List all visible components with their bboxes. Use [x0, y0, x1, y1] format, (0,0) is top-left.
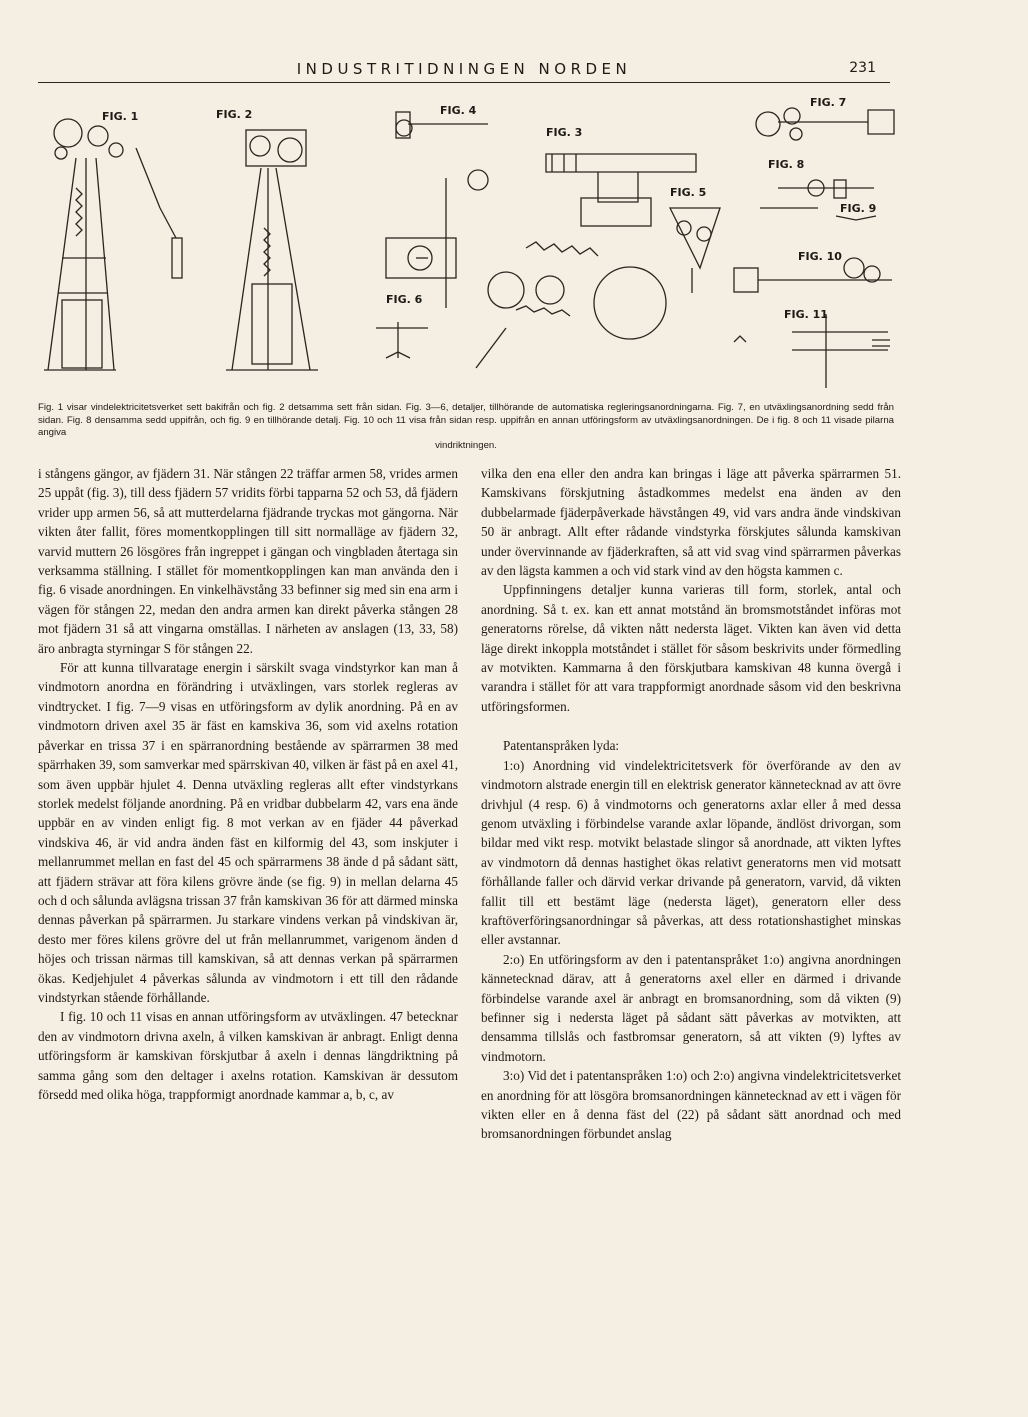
- running-header: [38, 60, 890, 83]
- patent-claim-1: 1:o) Anordning vid vindelektricitetsverk för överförande av den av vindmotorn alstrade energin till en elektrisk generator kännetecknad av att övre drivhjul (4 resp. 6) å vindmotorns och generatorns axlar eller å med dessa genom utväxling i förbindelse varande axlar löpande, ändlöst drivorgan, som bildar med vikt resp. motvikt belastade slingor så anordnade, att vikten lyftes av vindmotorn då dennas hastighet ökas relativt generatorns men vid motsatt förhållande faller och därvid verkar drivande på generatorn, varvid, då vikten fallit till ett bestämt läge (nedersta läget), generatorn eller dess kraftöverföringsanordningar så påverkas, att dess rotationshastighet minskas eller avstannar.: [481, 757, 901, 948]
- fig5-drawing: [670, 208, 720, 293]
- patent-claim-2: 2:o) En utföringsform av den i patentanspråket 1:o) angivna anordningen kännetecknad därav, att å generatorns axel eller en därmed i drivande förbindelse varande axel är anbragt en bromsanordning, som då vikten (9) befinner sig i nedersta läget på sådant sätt påverkas av motvikten, att densamma tillslås och fastbromsar generatorn, så att vikten (9) lyftes av vindmotorn.: [481, 951, 901, 1064]
- fig3-label: FIG. 3: [546, 126, 583, 139]
- caption-text: Fig. 1 visar vindelektricitetsverket sett bakifrån och fig. 2 detsamma sett från sidan. Fig. 3—6, detaljer, tillhörande de automatiska regleringsanordningarna. Fig. 7, en utväxlingsanordning sedd från sidan. Fig. 8 densamma sedd uppifrån, och fig. 9 en tillhörande detalj. Fig. 10 och 11 visa från sidan resp. uppifrån en annan utföringsform av utväxlingsanordningen. De i fig. 8 och 11 visade pilarna angiva: [38, 402, 894, 439]
- paragraph: För att kunna tillvaratage energin i särskilt svaga vindstyrkor kan man å vindmotorn anordna en förändring i utväxlingen, vars storlek regleras av vindtrycket. I fig. 7—9 visas en utföringsform av dylik anordning. På en av vindmotorn driven axel 35 är fäst en kamskiva 36, som vid axelns rotation påverkar en trissa 37 i en spärranordning bestående av spärrarmen 38 med spärrhaken 39, som samverkar med spärrskivan 40, vilken är fäst på en axel 41, som även uppbär hjulet 4. Denna utväxling regleras allt efter vindstyrkans storlek medelst följande anordning. På en vridbar dubbelarm 42, vars ena ände uppbär en av vinden enligt fig. 8 mot verkan av en fjäder 44 påverkad vindskiva 46, är vid andra änden fäst en kilformig del 43, som inskjuter i mellanrummet mellan en fast del 45 och spärrarmens 38 ände d på sådant sätt, att fjädern strävar att föra kilens grövre ände (se fig. 9) in mellan delarna 45 och d och sålunda avlägsna trissan 37 från kamskivan 36 för att därmed minska dennas påverkan på spärrarmen. Ju starkare vindens verkan på vindskivan är, desto mer föres kilens grövre del ut från mellanrummet, varigenom änden d höjes och trissan närmas till kamskivan, så att dennas verkan på spärrarmen ökas. Kedjehjulet 4 påverkas sålunda av vindmotorn i ett till den rådande vindstyrkan stående förhållande.: [38, 660, 458, 1005]
- fig1-drawing: [44, 119, 182, 370]
- fig8-label: FIG. 8: [768, 158, 805, 171]
- paragraph: Uppfinningens detaljer kunna varieras till form, storlek, antal och anordning. Så t. ex. kan ett annat motstånd än bromsmotståndet införas mot generatorns rörelse, då vikten nått nedersta läget. Vikten kan även vid detta läge direkt inkoppla motståndet i stället för såsom beskrivits under förmedling av motvikten. Kammarna å den förskjutbara kamskivan 48 kunna övergå i varandra i stället för att vara trappformigt anordnade såsom vid den beskrivna utföringsformen.: [481, 582, 901, 714]
- fig5-label: FIG. 5: [670, 186, 707, 199]
- caption-last-line: vindriktningen.: [435, 439, 497, 451]
- fig9-label: FIG. 9: [840, 202, 877, 215]
- technical-drawing-plate: [36, 88, 898, 398]
- paragraph: I fig. 10 och 11 visas en annan utföringsform av utväxlingen. 47 betecknar den av vindmotorn drivna axeln, å vilken kamskivan är anbragt. Enligt denna utföringsform är kamskivan förskjutbar å axeln i dennas längdriktning på samma gång som den deltager i axelns rotation. Kamskivan är dessutom försedd med olika höga, trappformigt anordnade kammar a, b, c, av: [38, 1009, 458, 1102]
- fig2-drawing: [226, 130, 318, 370]
- paragraph: i stångens gängor, av fjädern 31. När stången 22 träffar armen 58, vrides armen 25 uppåt (fig. 3), till dess fjädern 57 vridits förbi tapparna 52 och 53, då fjädern vrider upp armen 56, så att mutterdelarna fjädrande tryckas mot gängorna. När vikten åter fallit, föres momentkopplingen till sitt normalläge av fjädern 32, varvid muttern 26 lösgöres från ingreppet i gängan och vingbladen återtaga sin verksamma ställning. I stället för momentkopplingen kan man använda den i fig. 6 visade anordningen. En vinkelhävstång 33 befinner sig med sin ena arm i vägen för stången 22, medan den andra armen kan direkt påverka stången 28 mot fjädern 31 så att vingarna omställas. I närheten av anslagen (13, 33, 58) äro anbragta styrningar S för stången 22.: [38, 466, 458, 656]
- claims-heading: Patentanspråken lyda:: [503, 738, 620, 754]
- page-number: 231: [849, 60, 876, 76]
- left-text-column: [38, 464, 458, 1104]
- fig10-fig11-drawing: [734, 258, 892, 388]
- fig2-label: FIG. 2: [216, 108, 253, 121]
- fig10-label: FIG. 10: [798, 250, 842, 263]
- figure-caption: [38, 402, 894, 452]
- fig6-label: FIG. 6: [386, 293, 423, 306]
- fig7-label: FIG. 7: [810, 96, 847, 109]
- right-text-column: [481, 464, 901, 1144]
- fig3-fig4-drawing: [386, 112, 696, 368]
- fig4-label: FIG. 4: [440, 104, 477, 117]
- journal-title: INDUSTRITIDNINGEN NORDEN: [296, 60, 632, 78]
- fig6-drawing: [376, 322, 428, 358]
- fig11-label: FIG. 11: [784, 308, 828, 321]
- patent-claim-3: 3:o) Vid det i patentanspråken 1:o) och 2:o) angivna vindelektricitetsverket en anordning för att lösgöra bromsanordningen kännetecknad av ett i vägen för vikten eller en å denna fäst del (22) på sådant sätt anordnad och med bromsanordningen förbundet anslag: [481, 1068, 901, 1142]
- fig1-label: FIG. 1: [102, 110, 139, 123]
- paragraph: vilka den ena eller den andra kan bringas i läge att påverka spärrarmen 51. Kamskivans förskjutning åstadkommes medelst ena änden av den dubbelarmade fjäderpåverkade hävstången 49, vid vars andra ände vindskivan 50 är anbragt. Allt efter rådande vindstyrka förskjutes sålunda kamskivan under övervinnande av fjäderkraften, så att vid svag vind spärrarmen påverkas av den lägsta kammen a och vid stark vind av den högsta kammen c.: [481, 466, 901, 579]
